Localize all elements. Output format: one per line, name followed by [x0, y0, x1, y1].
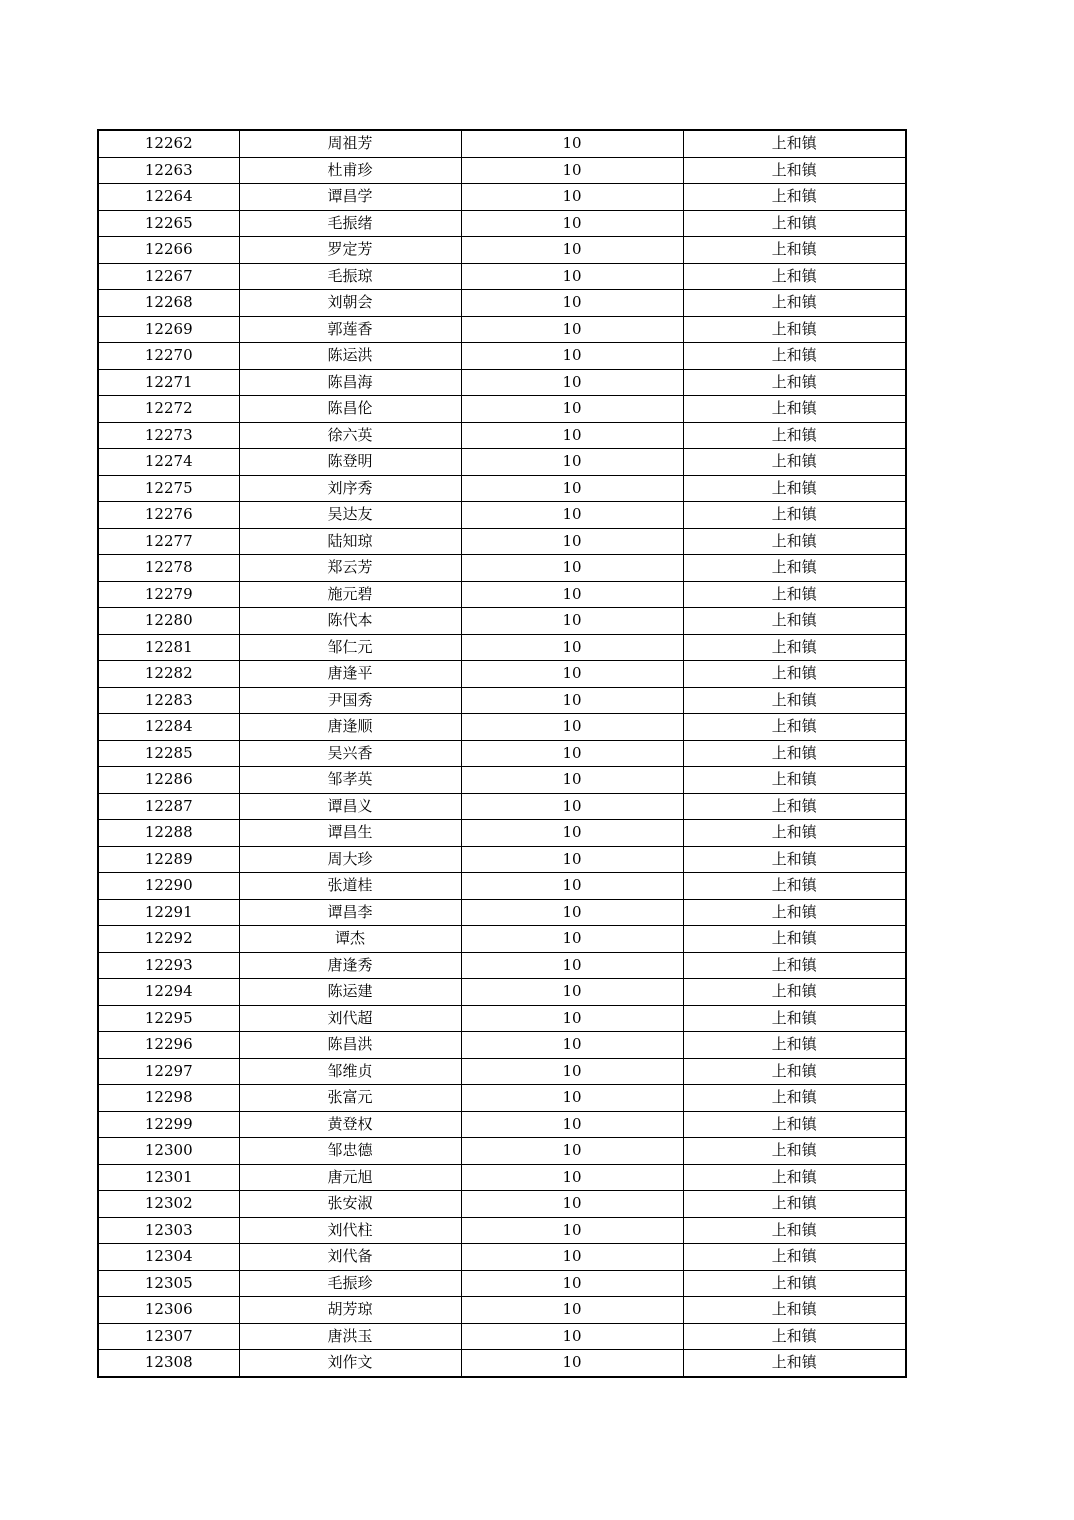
table-row	[98, 661, 906, 688]
serial-number-cell: 12264	[98, 184, 239, 211]
table-row	[98, 130, 906, 157]
amount-cell: 10	[461, 475, 683, 502]
amount-cell: 10	[461, 396, 683, 423]
table-row	[98, 846, 906, 873]
table-row	[98, 184, 906, 211]
amount-cell: 10	[461, 979, 683, 1006]
town-cell: 上和镇	[683, 952, 906, 979]
amount-cell: 10	[461, 1032, 683, 1059]
amount-cell: 10	[461, 740, 683, 767]
serial-number-cell: 12266	[98, 237, 239, 264]
table-row	[98, 1164, 906, 1191]
town-cell: 上和镇	[683, 581, 906, 608]
table-row	[98, 873, 906, 900]
serial-number-cell: 12305	[98, 1270, 239, 1297]
table-row	[98, 237, 906, 264]
table-row	[98, 210, 906, 237]
table-row	[98, 502, 906, 529]
name-cell: 谭昌生	[239, 820, 461, 847]
table-row	[98, 793, 906, 820]
town-cell: 上和镇	[683, 634, 906, 661]
table-row	[98, 634, 906, 661]
table-row	[98, 157, 906, 184]
serial-number-cell: 12295	[98, 1005, 239, 1032]
serial-number-cell: 12294	[98, 979, 239, 1006]
serial-number-cell: 12278	[98, 555, 239, 582]
name-cell: 谭昌学	[239, 184, 461, 211]
name-cell: 毛振绪	[239, 210, 461, 237]
name-cell: 邹孝英	[239, 767, 461, 794]
name-cell: 尹国秀	[239, 687, 461, 714]
name-cell: 张道桂	[239, 873, 461, 900]
name-cell: 徐六英	[239, 422, 461, 449]
amount-cell: 10	[461, 581, 683, 608]
amount-cell: 10	[461, 184, 683, 211]
table-row	[98, 952, 906, 979]
data-table	[97, 129, 907, 1378]
name-cell: 唐逢平	[239, 661, 461, 688]
table-row	[98, 820, 906, 847]
serial-number-cell: 12296	[98, 1032, 239, 1059]
serial-number-cell: 12288	[98, 820, 239, 847]
table-row	[98, 1323, 906, 1350]
serial-number-cell: 12267	[98, 263, 239, 290]
table-row	[98, 714, 906, 741]
table-row	[98, 555, 906, 582]
table-row	[98, 608, 906, 635]
amount-cell: 10	[461, 899, 683, 926]
serial-number-cell: 12308	[98, 1350, 239, 1377]
town-cell: 上和镇	[683, 528, 906, 555]
name-cell: 黄登权	[239, 1111, 461, 1138]
table-row	[98, 1032, 906, 1059]
town-cell: 上和镇	[683, 926, 906, 953]
amount-cell: 10	[461, 528, 683, 555]
name-cell: 谭昌义	[239, 793, 461, 820]
serial-number-cell: 12300	[98, 1138, 239, 1165]
town-cell: 上和镇	[683, 1323, 906, 1350]
serial-number-cell: 12272	[98, 396, 239, 423]
name-cell: 陈运洪	[239, 343, 461, 370]
amount-cell: 10	[461, 290, 683, 317]
amount-cell: 10	[461, 237, 683, 264]
amount-cell: 10	[461, 343, 683, 370]
name-cell: 邹维贞	[239, 1058, 461, 1085]
name-cell: 陆知琼	[239, 528, 461, 555]
name-cell: 陈昌海	[239, 369, 461, 396]
name-cell: 胡芳琼	[239, 1297, 461, 1324]
table-row	[98, 740, 906, 767]
town-cell: 上和镇	[683, 740, 906, 767]
serial-number-cell: 12285	[98, 740, 239, 767]
town-cell: 上和镇	[683, 1191, 906, 1218]
amount-cell: 10	[461, 1270, 683, 1297]
amount-cell: 10	[461, 952, 683, 979]
town-cell: 上和镇	[683, 873, 906, 900]
table-row	[98, 1058, 906, 1085]
table-row	[98, 343, 906, 370]
table-row	[98, 1111, 906, 1138]
table-row	[98, 1270, 906, 1297]
serial-number-cell: 12297	[98, 1058, 239, 1085]
serial-number-cell: 12303	[98, 1217, 239, 1244]
name-cell: 张安淑	[239, 1191, 461, 1218]
serial-number-cell: 12304	[98, 1244, 239, 1271]
serial-number-cell: 12301	[98, 1164, 239, 1191]
serial-number-cell: 12293	[98, 952, 239, 979]
table-row	[98, 1217, 906, 1244]
name-cell: 陈代本	[239, 608, 461, 635]
amount-cell: 10	[461, 502, 683, 529]
town-cell: 上和镇	[683, 1350, 906, 1377]
name-cell: 唐洪玉	[239, 1323, 461, 1350]
name-cell: 周祖芳	[239, 130, 461, 157]
town-cell: 上和镇	[683, 502, 906, 529]
serial-number-cell: 12302	[98, 1191, 239, 1218]
serial-number-cell: 12268	[98, 290, 239, 317]
amount-cell: 10	[461, 1217, 683, 1244]
amount-cell: 10	[461, 1164, 683, 1191]
town-cell: 上和镇	[683, 1058, 906, 1085]
town-cell: 上和镇	[683, 555, 906, 582]
amount-cell: 10	[461, 1297, 683, 1324]
amount-cell: 10	[461, 820, 683, 847]
serial-number-cell: 12271	[98, 369, 239, 396]
serial-number-cell: 12298	[98, 1085, 239, 1112]
table-row	[98, 687, 906, 714]
serial-number-cell: 12299	[98, 1111, 239, 1138]
name-cell: 唐逢顺	[239, 714, 461, 741]
town-cell: 上和镇	[683, 1085, 906, 1112]
town-cell: 上和镇	[683, 979, 906, 1006]
serial-number-cell: 12283	[98, 687, 239, 714]
serial-number-cell: 12284	[98, 714, 239, 741]
serial-number-cell: 12277	[98, 528, 239, 555]
town-cell: 上和镇	[683, 130, 906, 157]
name-cell: 吴兴香	[239, 740, 461, 767]
table-row	[98, 1005, 906, 1032]
amount-cell: 10	[461, 846, 683, 873]
town-cell: 上和镇	[683, 1032, 906, 1059]
name-cell: 谭昌李	[239, 899, 461, 926]
table-row	[98, 1138, 906, 1165]
table-row	[98, 1191, 906, 1218]
serial-number-cell: 12265	[98, 210, 239, 237]
town-cell: 上和镇	[683, 449, 906, 476]
table-row	[98, 422, 906, 449]
amount-cell: 10	[461, 1323, 683, 1350]
amount-cell: 10	[461, 661, 683, 688]
table-row	[98, 396, 906, 423]
serial-number-cell: 12270	[98, 343, 239, 370]
table-body	[98, 130, 906, 1377]
amount-cell: 10	[461, 687, 683, 714]
table-row	[98, 263, 906, 290]
town-cell: 上和镇	[683, 899, 906, 926]
town-cell: 上和镇	[683, 396, 906, 423]
name-cell: 刘代柱	[239, 1217, 461, 1244]
serial-number-cell: 12307	[98, 1323, 239, 1350]
town-cell: 上和镇	[683, 369, 906, 396]
name-cell: 杜甫珍	[239, 157, 461, 184]
serial-number-cell: 12290	[98, 873, 239, 900]
serial-number-cell: 12281	[98, 634, 239, 661]
name-cell: 毛振珍	[239, 1270, 461, 1297]
name-cell: 罗定芳	[239, 237, 461, 264]
town-cell: 上和镇	[683, 1217, 906, 1244]
amount-cell: 10	[461, 157, 683, 184]
name-cell: 谭杰	[239, 926, 461, 953]
table-row	[98, 767, 906, 794]
table-row	[98, 581, 906, 608]
serial-number-cell: 12282	[98, 661, 239, 688]
table-row	[98, 316, 906, 343]
name-cell: 毛振琼	[239, 263, 461, 290]
amount-cell: 10	[461, 1138, 683, 1165]
serial-number-cell: 12273	[98, 422, 239, 449]
serial-number-cell: 12276	[98, 502, 239, 529]
town-cell: 上和镇	[683, 661, 906, 688]
town-cell: 上和镇	[683, 316, 906, 343]
amount-cell: 10	[461, 130, 683, 157]
town-cell: 上和镇	[683, 820, 906, 847]
town-cell: 上和镇	[683, 1297, 906, 1324]
amount-cell: 10	[461, 316, 683, 343]
name-cell: 刘序秀	[239, 475, 461, 502]
name-cell: 陈运建	[239, 979, 461, 1006]
name-cell: 邹忠德	[239, 1138, 461, 1165]
name-cell: 郑云芳	[239, 555, 461, 582]
name-cell: 施元碧	[239, 581, 461, 608]
town-cell: 上和镇	[683, 793, 906, 820]
town-cell: 上和镇	[683, 184, 906, 211]
amount-cell: 10	[461, 263, 683, 290]
name-cell: 陈昌洪	[239, 1032, 461, 1059]
serial-number-cell: 12286	[98, 767, 239, 794]
table-row	[98, 1244, 906, 1271]
serial-number-cell: 12263	[98, 157, 239, 184]
town-cell: 上和镇	[683, 422, 906, 449]
amount-cell: 10	[461, 1005, 683, 1032]
town-cell: 上和镇	[683, 157, 906, 184]
name-cell: 刘代超	[239, 1005, 461, 1032]
amount-cell: 10	[461, 1085, 683, 1112]
name-cell: 吴达友	[239, 502, 461, 529]
table-row	[98, 1297, 906, 1324]
name-cell: 邹仁元	[239, 634, 461, 661]
table-row	[98, 528, 906, 555]
town-cell: 上和镇	[683, 1005, 906, 1032]
amount-cell: 10	[461, 793, 683, 820]
town-cell: 上和镇	[683, 210, 906, 237]
serial-number-cell: 12292	[98, 926, 239, 953]
town-cell: 上和镇	[683, 237, 906, 264]
town-cell: 上和镇	[683, 1270, 906, 1297]
serial-number-cell: 12287	[98, 793, 239, 820]
amount-cell: 10	[461, 1111, 683, 1138]
amount-cell: 10	[461, 1058, 683, 1085]
serial-number-cell: 12275	[98, 475, 239, 502]
serial-number-cell: 12274	[98, 449, 239, 476]
town-cell: 上和镇	[683, 767, 906, 794]
amount-cell: 10	[461, 608, 683, 635]
name-cell: 陈登明	[239, 449, 461, 476]
amount-cell: 10	[461, 1350, 683, 1377]
table-row	[98, 979, 906, 1006]
town-cell: 上和镇	[683, 1111, 906, 1138]
amount-cell: 10	[461, 369, 683, 396]
name-cell: 周大珍	[239, 846, 461, 873]
town-cell: 上和镇	[683, 1164, 906, 1191]
table-row	[98, 475, 906, 502]
table-row	[98, 449, 906, 476]
town-cell: 上和镇	[683, 290, 906, 317]
amount-cell: 10	[461, 1244, 683, 1271]
name-cell: 郭莲香	[239, 316, 461, 343]
table-row	[98, 926, 906, 953]
name-cell: 唐元旭	[239, 1164, 461, 1191]
town-cell: 上和镇	[683, 846, 906, 873]
table-row	[98, 899, 906, 926]
amount-cell: 10	[461, 449, 683, 476]
name-cell: 张富元	[239, 1085, 461, 1112]
table-row	[98, 290, 906, 317]
serial-number-cell: 12279	[98, 581, 239, 608]
serial-number-cell: 12289	[98, 846, 239, 873]
name-cell: 陈昌伦	[239, 396, 461, 423]
table-row	[98, 1085, 906, 1112]
amount-cell: 10	[461, 1191, 683, 1218]
name-cell: 唐逢秀	[239, 952, 461, 979]
amount-cell: 10	[461, 714, 683, 741]
town-cell: 上和镇	[683, 1244, 906, 1271]
serial-number-cell: 12306	[98, 1297, 239, 1324]
amount-cell: 10	[461, 767, 683, 794]
serial-number-cell: 12269	[98, 316, 239, 343]
amount-cell: 10	[461, 634, 683, 661]
name-cell: 刘朝会	[239, 290, 461, 317]
town-cell: 上和镇	[683, 1138, 906, 1165]
amount-cell: 10	[461, 210, 683, 237]
table-row	[98, 1350, 906, 1377]
town-cell: 上和镇	[683, 343, 906, 370]
serial-number-cell: 12262	[98, 130, 239, 157]
name-cell: 刘作文	[239, 1350, 461, 1377]
amount-cell: 10	[461, 873, 683, 900]
serial-number-cell: 12291	[98, 899, 239, 926]
town-cell: 上和镇	[683, 475, 906, 502]
town-cell: 上和镇	[683, 687, 906, 714]
town-cell: 上和镇	[683, 608, 906, 635]
town-cell: 上和镇	[683, 263, 906, 290]
amount-cell: 10	[461, 422, 683, 449]
town-cell: 上和镇	[683, 714, 906, 741]
name-cell: 刘代备	[239, 1244, 461, 1271]
amount-cell: 10	[461, 555, 683, 582]
serial-number-cell: 12280	[98, 608, 239, 635]
amount-cell: 10	[461, 926, 683, 953]
table-row	[98, 369, 906, 396]
